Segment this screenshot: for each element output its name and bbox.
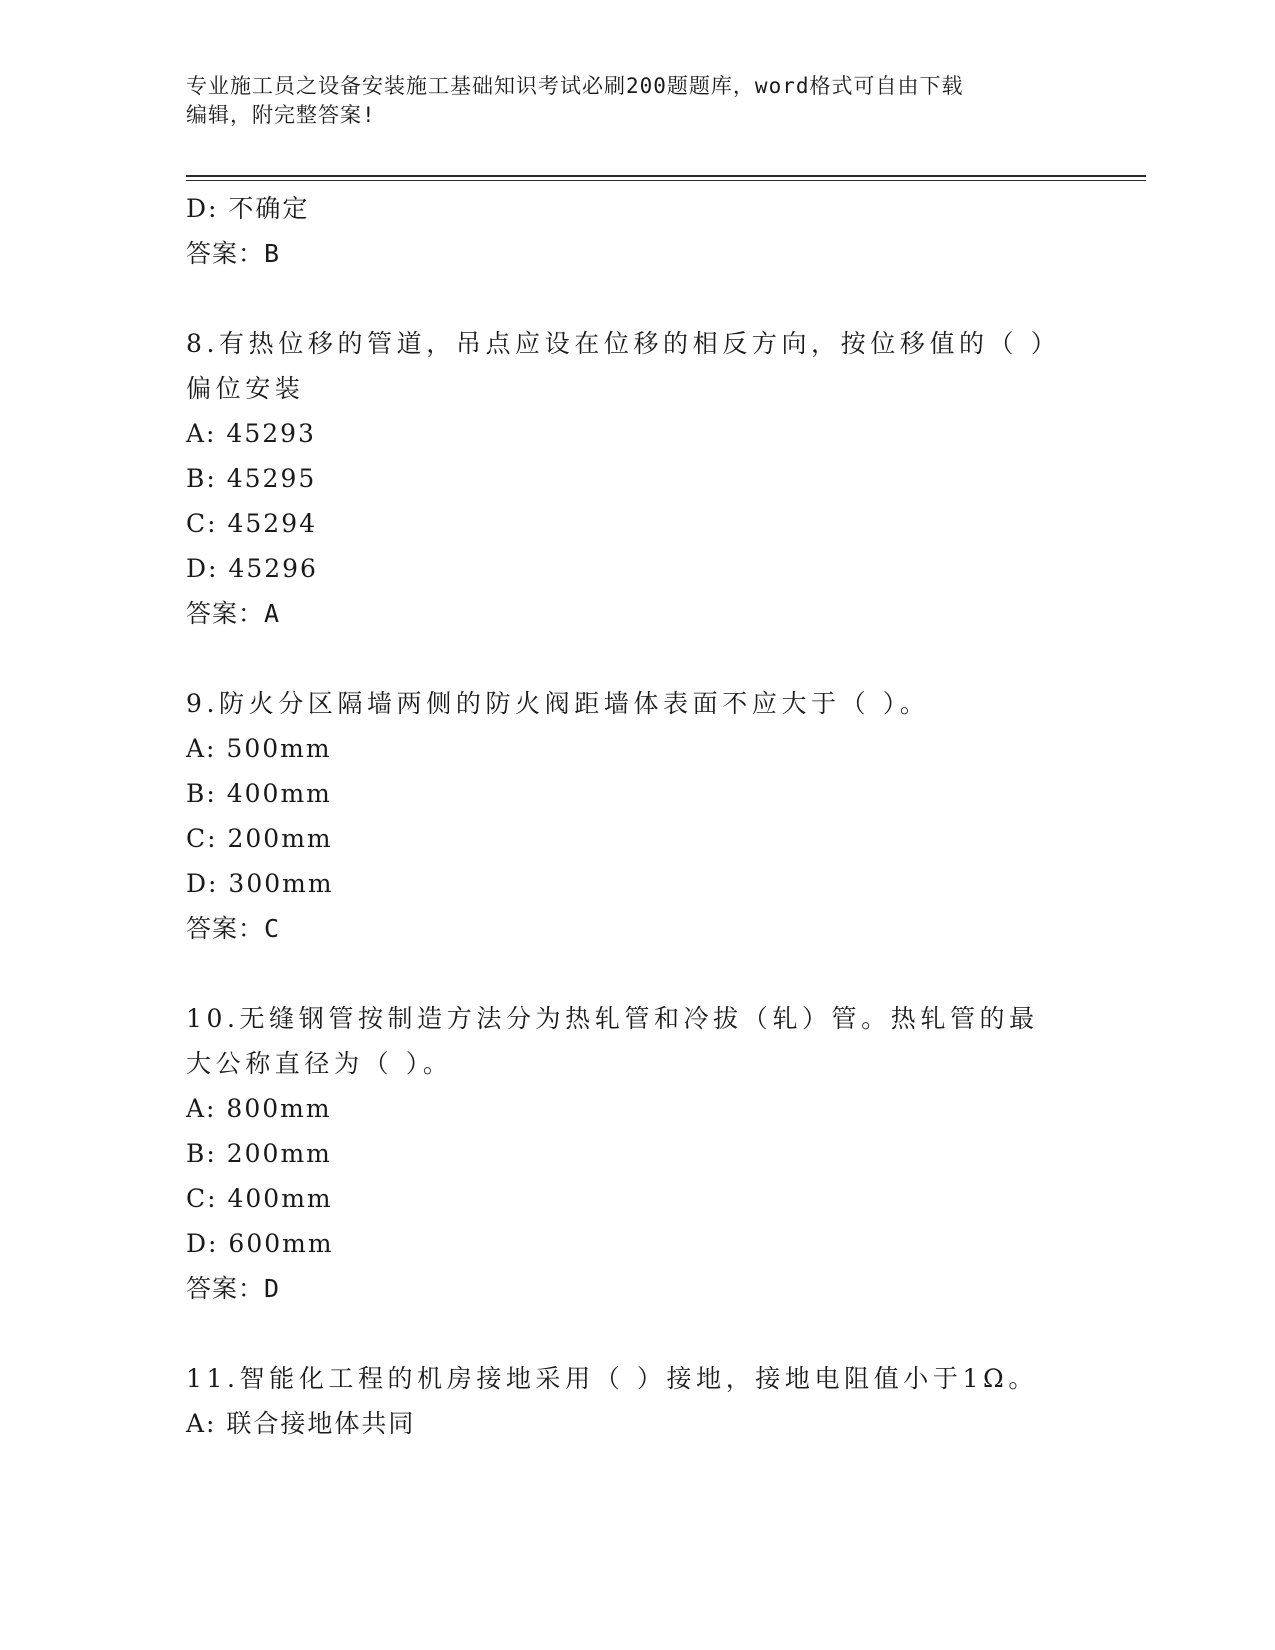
option-a: A: 800mm bbox=[186, 1094, 332, 1123]
question-text: 10.无缝钢管按制造方法分为热轧管和冷拔（轧）管。热轧管的最大公称直径为（ ）。 bbox=[186, 1004, 1039, 1078]
question-block bbox=[186, 321, 1066, 636]
option-d: D: 600mm bbox=[186, 1229, 334, 1258]
question-text: 9.防火分区隔墙两侧的防火阀距墙体表面不应大于（ ）。 bbox=[186, 689, 930, 718]
question-block bbox=[186, 681, 1066, 951]
answer: 答案：B bbox=[186, 239, 281, 268]
question-block bbox=[186, 1356, 1066, 1446]
option-b: B: 200mm bbox=[186, 1139, 332, 1168]
spacer bbox=[186, 1311, 1066, 1356]
question-text: 8.有热位移的管道，吊点应设在位移的相反方向，按位移值的（ ）偏位安装 bbox=[186, 329, 1061, 403]
header-divider-thin bbox=[186, 180, 1146, 181]
answer: 答案：C bbox=[186, 914, 281, 943]
document-body bbox=[186, 186, 1066, 1446]
document-header bbox=[186, 72, 1066, 130]
option-a: A: 500mm bbox=[186, 734, 332, 763]
header-line-2: 编辑，附完整答案! bbox=[186, 103, 376, 127]
option-d: D: 300mm bbox=[186, 869, 334, 898]
header-line-1: 专业施工员之设备安装施工基础知识考试必刷200题题库，word格式可自由下载 bbox=[186, 74, 964, 98]
option-d: D: 不确定 bbox=[186, 194, 310, 223]
option-a: A: 联合接地体共同 bbox=[186, 1409, 416, 1438]
header-divider-thick bbox=[186, 175, 1146, 177]
option-c: C: 200mm bbox=[186, 824, 333, 853]
option-b: B: 400mm bbox=[186, 779, 332, 808]
spacer bbox=[186, 636, 1066, 681]
option-d: D: 45296 bbox=[186, 554, 318, 583]
question-block bbox=[186, 996, 1066, 1311]
spacer bbox=[186, 951, 1066, 996]
answer: 答案：A bbox=[186, 599, 281, 628]
spacer bbox=[186, 276, 1066, 321]
option-b: B: 45295 bbox=[186, 464, 317, 493]
option-a: A: 45293 bbox=[186, 419, 316, 448]
answer: 答案：D bbox=[186, 1274, 281, 1303]
question-text: 11.智能化工程的机房接地采用（ ）接地，接地电阻值小于1Ω。 bbox=[186, 1364, 1038, 1393]
option-c: C: 400mm bbox=[186, 1184, 333, 1213]
option-c: C: 45294 bbox=[186, 509, 318, 538]
